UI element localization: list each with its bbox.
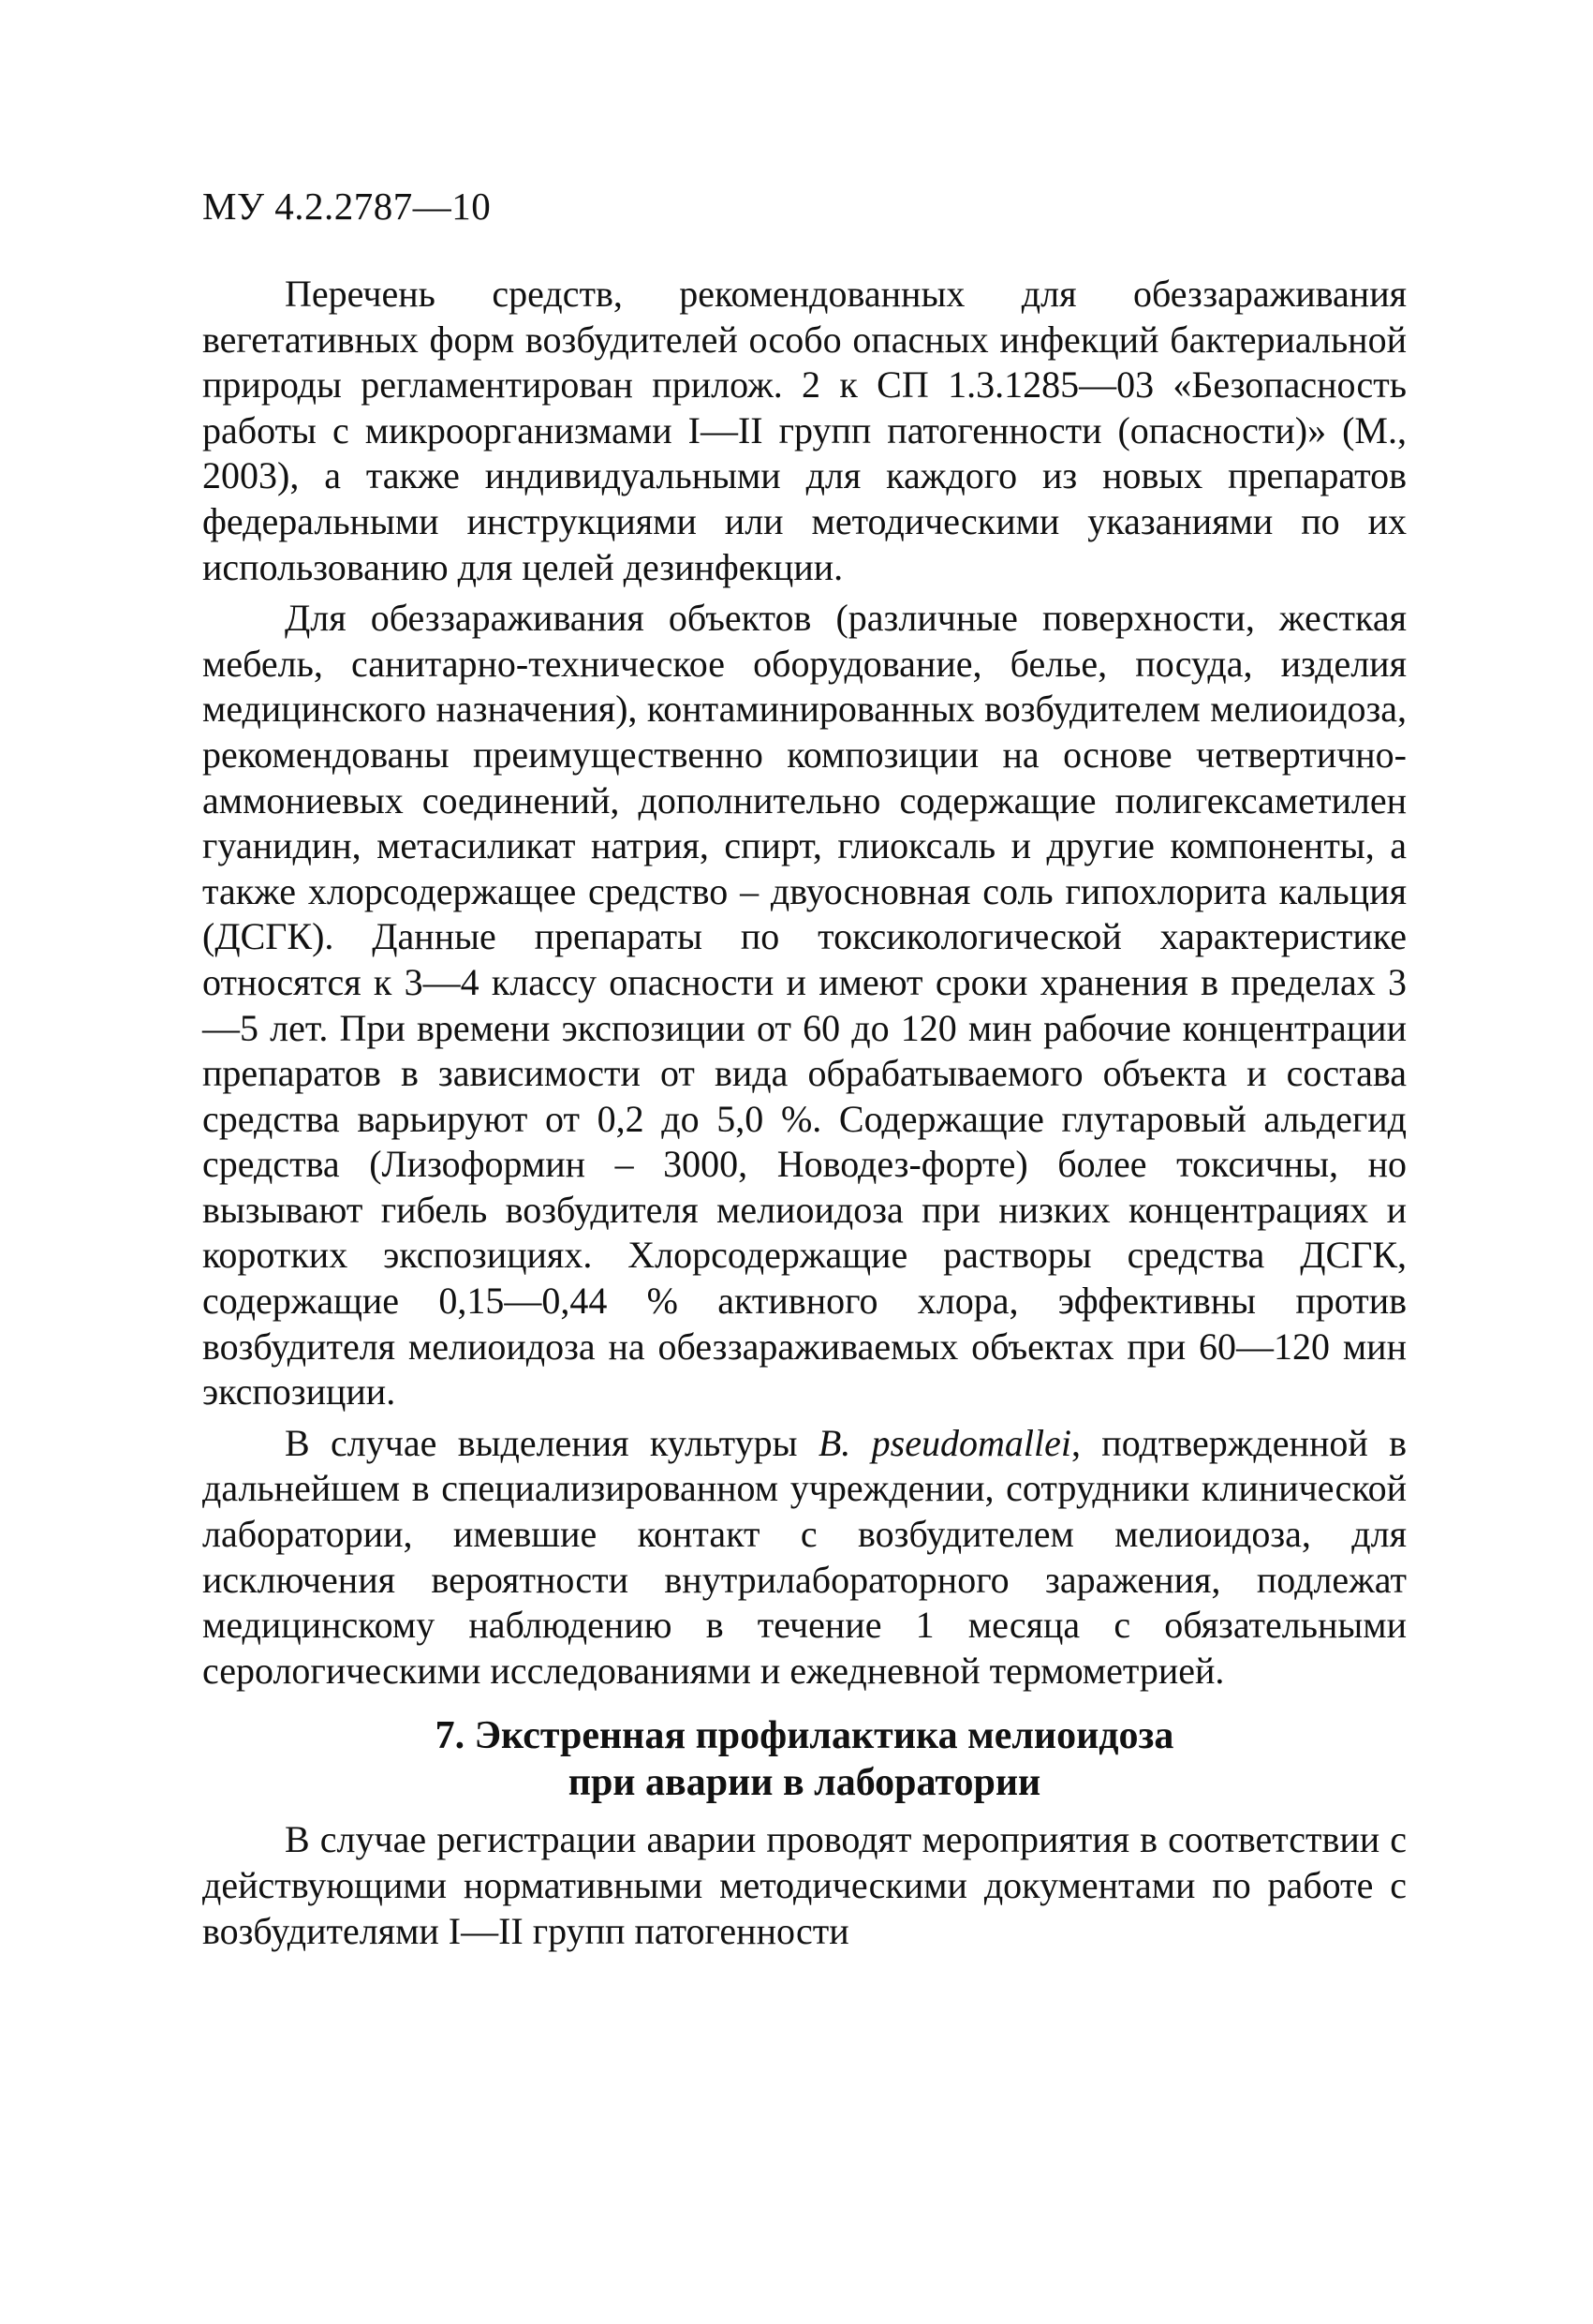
document-body (202, 272, 1407, 1954)
paragraph-culture-isolation (202, 1421, 1407, 1695)
section-7-title-line-2: при аварии в лаборатории (568, 1761, 1041, 1805)
section-7-title-line-1: 7. Экстренная профилактика мелиоидоза (435, 1714, 1174, 1758)
paragraph-accident-measures: В случае регистрации аварии проводят мероприятия в соответствии с действующими нормативными методическими документами по работе с возбудителями I—II групп патогенности (202, 1818, 1407, 1952)
paragraph-culture-isolation-start: В случае выделения культуры (285, 1421, 819, 1464)
paragraph-culture-isolation-end: , подтвержденной в дальнейшем в специализированном учреждении, сотрудники клинической лаборатории, имевшие контакт с возбудителем мелиоидоза, для исключения вероятности внутрилабораторного заражения, подлежат медицинскому наблюдению в течение 1 месяца с обязательными серологическими исследованиями и ежедневной термометрией. (202, 1421, 1408, 1692)
paragraph-disinfectants-list: Перечень средств, рекомендованных для обеззараживания вегетативных форм возбудителей особо опасных инфекций бактериальной природы регламентирован прилож. 2 к СП 1.3.1285—03 «Безопасность работы с микроорганизмами I—II групп патогенности (опасности)» (М., 2003), а также индивидуальными для каждого из новых препаратов федеральными инструкциями или методическими указаниями по их использованию для целей дезинфекции. (202, 273, 1407, 588)
paragraph-disinfection-objects: Для обеззараживания объектов (различные поверхности, жесткая мебель, санитарно-техническое оборудование, белье, посуда, изделия медицинского назначения), контаминированных возбудителем мелиоидоза, рекомендованы преимущественно композиции на основе четвертично-аммониевых соединений, дополнительно содержащие полигексаметилен гуанидин, метасиликат натрия, спирт, глиоксаль и другие компоненты, а также хлорсодержащее средство – двуосновная соль гипохлорита кальция (ДСГК). Данные препараты по токсикологической характеристике относятся к 3—4 классу опасности и имеют сроки хранения в пределах 3—5 лет. При времени экспозиции от 60 до 120 мин рабочие концентрации препаратов в зависимости от вида обрабатываемого объекта и состава средства варьируют от 0,2 до 5,0 %. Содержащие глутаровый альдегид средства (Лизоформин – 3000, Новодез-форте) более токсичны, но вызывают гибель возбудителя мелиоидоза при низких концентрациях и коротких экспозициях. Хлорсодержащие растворы средства ДСГК, содержащие 0,15—0,44 % активного хлора, эффективны против возбудителя мелиоидоза на обеззараживаемых объектах при 60—120 мин экспозиции. (202, 597, 1407, 1414)
section-7-heading (202, 1712, 1407, 1806)
species-name: B. pseudomallei (818, 1421, 1071, 1464)
document-code: МУ 4.2.2787—10 (202, 185, 492, 228)
